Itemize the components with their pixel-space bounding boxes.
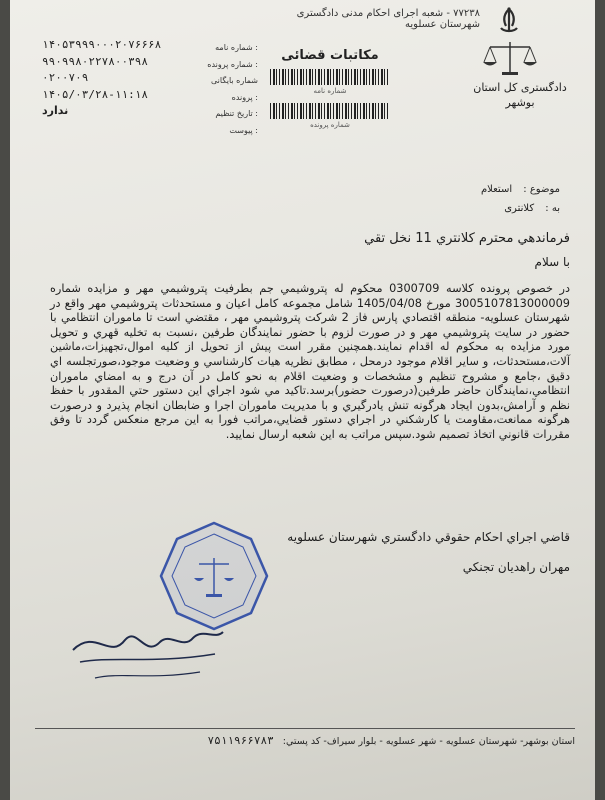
court-name — [465, 80, 575, 110]
header-reference: ۷۷۲۳۸ - شعبه اجرای احکام مدنی دادگستری شهرستان عسلویه — [296, 8, 480, 30]
scales-icon — [480, 38, 540, 78]
document-page — [10, 0, 595, 800]
meta-attachment: ندارد — [42, 104, 69, 117]
footer-address — [35, 734, 575, 747]
signer-title: قاضي اجراي احكام حقوقي دادگستري شهرستان عسلويه — [287, 530, 570, 544]
barcode-case — [270, 103, 390, 119]
addressee: فرماندهي محترم كلانتري 11 نخل تقي — [364, 231, 570, 246]
emblem-icon — [488, 6, 530, 38]
meta-letter-number: ۱۴۰۵۳۹۹۹۰۰۰۲۰۷۶۶۶۸ — [42, 38, 162, 51]
footer-postal-code: ۷۵۱۱۹۶۶۷۸۳ — [207, 734, 274, 747]
meta-case-number: ۹۹۰۹۹۸۰۲۲۷۸۰۰۳۹۸ — [42, 54, 148, 68]
subject-block — [310, 180, 560, 218]
greeting: با سلام — [534, 255, 570, 269]
meta-label-case-number: شماره پرونده : — [207, 59, 258, 69]
meta-label-archive-number: شماره بایگانی پرونده : — [210, 76, 258, 102]
meta-values — [42, 37, 202, 120]
handwritten-signature — [65, 620, 230, 690]
meta-date: ۱۴۰۵/۰۳/۲۸-۱۱:۱۸ — [42, 87, 148, 101]
meta-label-letter-number: شماره نامه : — [215, 43, 258, 52]
court-line-1: دادگستری کل استان — [473, 81, 567, 94]
barcode-letter-label: شماره نامه — [313, 87, 347, 95]
letter-body: در خصوص پرونده کلاسه 0300709 محکوم له پتروشيمي جم بطرفيت پتروشيمي مهر و مزايده شماره 3005107813000009 مورخ 1405/04/08 شامل مجموعه کامل اعيان و مستحدثات پتروشيمي مهر واقع در شهرستان عسلويه- منطقه اقتصادي پارس فاز 2 شرکت پتروشيمي مهر ، مقتضي است تا ماموران انتظامي با حضور در سايت پتروشيمي مهر و در صورت لزوم با حضور نمايندگان طرفين ،نسبت به تخليه قهري و تحويل مورد مزايده به محکوم له اقدام نمايند.همچنين مقرر است پيش از تحويل از کليه اموال،تجهيزات،ماشين آلات،مستحدثات، و ساير اقلام موجود درمحل ، مطابق نظريه هيات کارشناسي و وضعيت موجود،صورتجلسه اي دقيق ،جامع و مشروح تنظيم و مشخصات و وضعيت اقلام به نحو کامل در آن درج و به امضاي ماموران انتظامي،نمايندگان حاضر طرفين(درصورت حضور)برسد.تاکيد مي شود اجراي اين دستور حتي المقدور با حفظ نظم و آرامش،بدون ايجاد هرگونه تنش يادرگيري و با مديريت ماموران اجرا و ضابطان انجام پذيرد و درصورت هرگونه ممانعت،مقاومت يا کارشکني در اجراي دستور قضايي،مراتب فورا به اين مرجع منعکس گردد تا وفق مقررات قانوني اتخاذ تصميم شود.سپس مراتب به اين شعبه ارسال نماييد. — [50, 282, 571, 441]
subject-label: موضوع : — [523, 184, 560, 195]
recipient-label: به : — [545, 203, 560, 214]
document-type-box — [265, 48, 395, 137]
barcode-case-label: شماره پرونده — [310, 121, 350, 129]
footer-address-text: استان بوشهر- شهرستان عسلويه - شهر عسلويه - بلوار سيراف- كد پستي: — [282, 736, 575, 747]
court-line-2: بوشهر — [505, 96, 535, 109]
meta-labels — [198, 40, 258, 139]
subject-value: استعلام — [480, 184, 513, 195]
meta-label-attachment: پیوست : — [229, 125, 258, 135]
recipient-value: کلانتری — [504, 203, 535, 214]
signer-name: مهران راهديان تجنكي — [462, 560, 570, 574]
footer-divider — [35, 728, 575, 729]
barcode-letter — [270, 69, 390, 85]
document-type: مکاتبات قضائی — [281, 48, 379, 63]
official-stamp — [158, 520, 270, 632]
meta-archive-number: ۰۲۰۰۷۰۹ — [42, 71, 89, 84]
meta-label-date: تاریخ تنظیم : — [215, 109, 258, 118]
